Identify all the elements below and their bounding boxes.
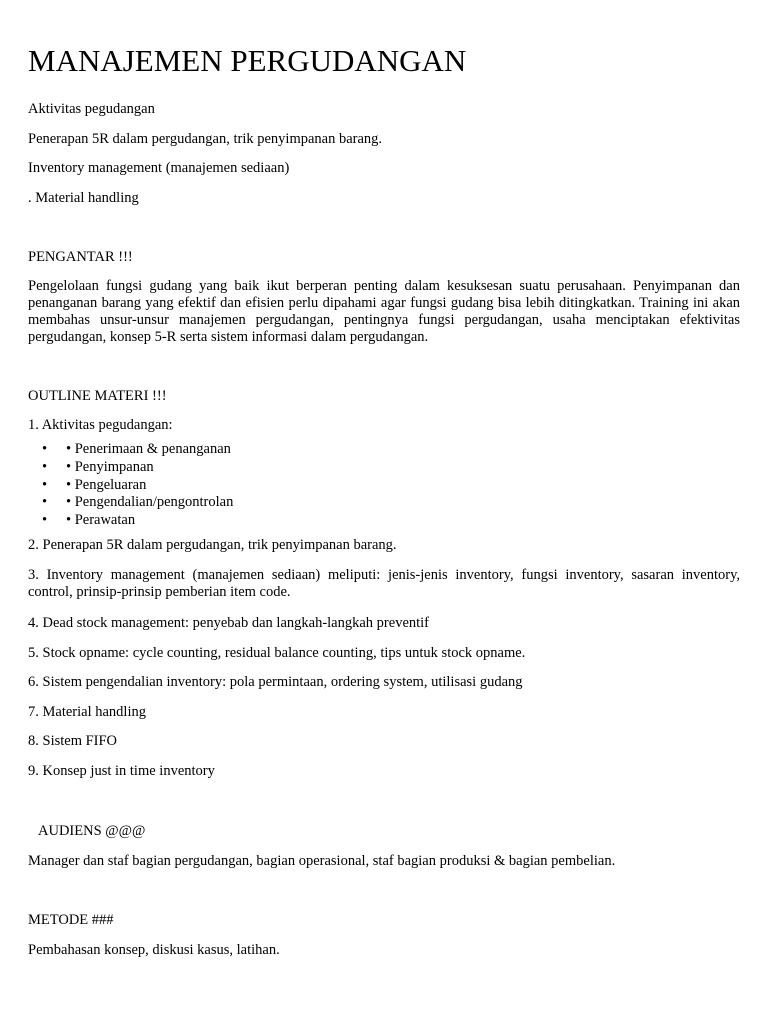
outline-item-5: 5. Stock opname: cycle counting, residual balance counting, tips untuk stock opname. bbox=[28, 645, 526, 661]
outline-item-9: 9. Konsep just in time inventory bbox=[28, 763, 215, 779]
subitem-label: • Perawatan bbox=[66, 512, 136, 529]
outline-item-2: 2. Penerapan 5R dalam pergudangan, trik penyimpanan barang. bbox=[28, 537, 397, 553]
outline-item-4: 4. Dead stock management: penyebab dan langkah-langkah preventif bbox=[28, 615, 430, 631]
subitem-label: • Penerimaan & penanganan bbox=[66, 441, 231, 457]
audiens-heading: AUDIENS @@@ bbox=[38, 823, 146, 839]
bullet-icon: • bbox=[42, 512, 48, 529]
bullet-icon: • bbox=[42, 441, 48, 457]
intro-line-4: . Material handling bbox=[28, 190, 139, 206]
outline-item-8: 8. Sistem FIFO bbox=[28, 733, 118, 749]
metode-heading: METODE ### bbox=[28, 912, 114, 928]
outline-item-6: 6. Sistem pengendalian inventory: pola permintaan, ordering system, utilisasi gudang bbox=[28, 674, 523, 690]
subitem-label: • Pengeluaran bbox=[66, 476, 147, 493]
subitem-label: • Penyimpanan bbox=[66, 458, 154, 475]
metode-body: Pembahasan konsep, diskusi kasus, latihan. bbox=[28, 942, 280, 958]
intro-line-1: Aktivitas pegudangan bbox=[28, 101, 155, 117]
intro-line-3: Inventory management (manajemen sediaan) bbox=[28, 160, 290, 176]
audiens-body: Manager dan staf bagian pergudangan, bagian operasional, staf bagian produksi & bagian pembelian. bbox=[28, 853, 616, 869]
outline-item-7: 7. Material handling bbox=[28, 704, 146, 720]
pengantar-paragraph: Pengelolaan fungsi gudang yang baik ikut berperan penting dalam kesuksesan suatu perusahaan. Penyimpanan dan penanganan barang yang efektif dan efisien perlu dipahami agar fungsi gudang bisa lebih ditingkatkan. Training ini akan membahas unsur-unsur manajemen pergudangan, pentingnya fungsi pergudangan, usaha menciptakan efektivitas pergudangan, konsep 5-R serta sistem informasi dalam pergudangan. bbox=[28, 278, 740, 345]
bullet-icon: • bbox=[42, 458, 48, 475]
outline-subitem-list bbox=[28, 441, 233, 530]
subitem-label: • Pengendalian/pengontrolan bbox=[66, 494, 234, 511]
list-item bbox=[28, 441, 233, 459]
intro-line-2: Penerapan 5R dalam pergudangan, trik penyimpanan barang. bbox=[28, 131, 383, 147]
pengantar-heading: PENGANTAR !!! bbox=[28, 249, 133, 265]
bullet-icon: • bbox=[42, 494, 48, 511]
outline-heading: OUTLINE MATERI !!! bbox=[28, 388, 167, 404]
list-item bbox=[28, 459, 233, 477]
document-title: MANAJEMEN PERGUDANGAN bbox=[28, 43, 467, 78]
outline-item-1: 1. Aktivitas pegudangan: bbox=[28, 417, 173, 433]
list-item bbox=[28, 494, 233, 512]
outline-item-3: 3. Inventory management (manajemen sediaan) meliputi: jenis-jenis inventory, fungsi inventory, sasaran inventory, control, prinsip-prinsip pemberian item code. bbox=[28, 567, 740, 600]
list-item bbox=[28, 512, 233, 530]
list-item bbox=[28, 477, 233, 495]
bullet-icon: • bbox=[42, 476, 48, 493]
